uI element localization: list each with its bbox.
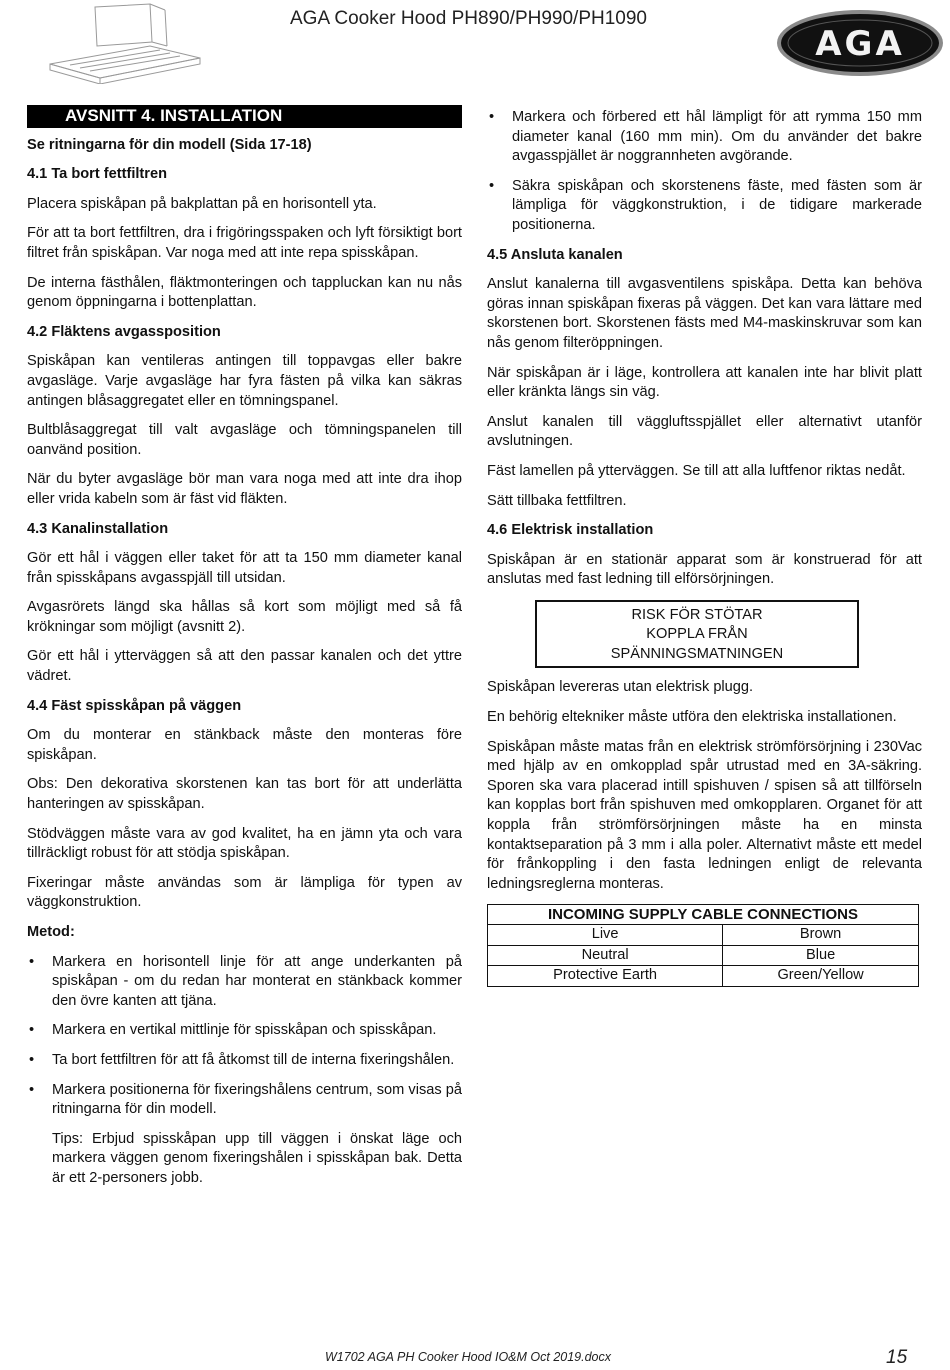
warning-line: RISK FÖR STÖTAR xyxy=(631,606,763,623)
table-cell: Brown xyxy=(723,925,919,946)
heading-4-3: 4.3 Kanalinstallation xyxy=(27,520,169,537)
paragraph: Sätt tillbaka fettfiltren. xyxy=(487,492,627,509)
table-cell: Neutral xyxy=(488,945,723,966)
paragraph: När du byter avgasläge bör man vara noga med att inte dra ihop eller vrida kabeln som är fäst vid fläkten. xyxy=(27,471,462,507)
list-item: • Markera och förbered ett hål lämpligt för att rymma 150 mm diameter kanal (160 mm min). Om du använder det bakre avgasspjället är noggrannheten avgörande. xyxy=(487,108,922,167)
list-item: • Markera positionerna för fixeringshålens centrum, som visas på ritningarna för din modell. xyxy=(27,1081,462,1120)
paragraph: Avgasrörets längd ska hållas så kort som möjligt med så få krökningar som möjligt (avsnitt 2). xyxy=(27,599,462,635)
paragraph: För att ta bort fettfiltren, dra i frigöringsspaken och lyft försiktigt bort filtret från spiskåpan. Var noga med att inte repa spisskåpan. xyxy=(27,225,462,261)
paragraph: Spiskåpan är en stationär apparat som är konstruerad för att anslutas med fast ledning till elförsörjningen. xyxy=(487,551,922,588)
drawing-reference: Se ritningarna för din modell (Sida 17-18) xyxy=(27,136,312,153)
aga-logo xyxy=(775,8,945,78)
heading-4-1: 4.1 Ta bort fettfiltren xyxy=(27,166,168,183)
footer-document-reference: W1702 AGA PH Cooker Hood IO&M Oct 2019.docx xyxy=(325,1350,612,1364)
warning-line: SPÄNNINGSMATNINGEN xyxy=(610,645,784,662)
paragraph: En behörig eltekniker måste utföra den elektriska installationen. xyxy=(487,708,897,725)
table-row xyxy=(488,925,919,946)
table-cell: Live xyxy=(488,925,723,946)
paragraph: Spiskåpan måste matas från en elektrisk strömförsörjning i 230Vac med hjälp av en omkopplad spår utrustad med en 3A-säkring. Sporen ska vara placerad intill spishuven / spisen så att tillförseln kan kopplas bort från spishuven med omkopplaren. Organet för att koppla från strömförsörjningen måste ha en minsta kontaktseparation på 3 mm i alla poler. Alternativt måste ett medel för frånkoppling i den fasta ledningen enligt de relevanta ledningsreglerna monteras. xyxy=(487,738,922,892)
heading-4-5: 4.5 Ansluta kanalen xyxy=(487,246,623,263)
table-row xyxy=(488,945,919,966)
heading-4-4: 4.4 Fäst spisskåpan på väggen xyxy=(27,697,242,714)
list-item: • Markera en horisontell linje för att ange underkanten på spiskåpan - om du redan har monterat en stänkback kommer den övre kanten att tjäna. xyxy=(27,953,462,1012)
method-list xyxy=(27,953,462,1120)
paragraph: Stödväggen måste vara av god kvalitet, ha en jämn yta och vara tillräckligt robust för att stödja spiskåpan. xyxy=(27,825,462,862)
tip-paragraph: Tips: Erbjud spisskåpan upp till väggen i önskat läge och markera väggen genom fixeringshålen i spisskåpan bak. Detta är ett 2-personers jobb. xyxy=(52,1130,462,1186)
list-item: • Ta bort fettfiltren för att få åtkomst till de interna fixeringshålen. xyxy=(27,1051,462,1071)
method-list-continued xyxy=(487,108,922,236)
page-number: 15 xyxy=(886,1347,908,1368)
paragraph: Gör ett hål i väggen eller taket för att ta 150 mm diameter kanal från spisskåpans avgasspjäll till utsidan. xyxy=(27,550,462,586)
paragraph: Obs: Den dekorativa skorstenen kan tas bort för att underlätta hanteringen av spisskåpan. xyxy=(27,776,462,813)
paragraph: Placera spiskåpan på bakplattan på en horisontell yta. xyxy=(27,195,377,212)
table-cell: Protective Earth xyxy=(488,966,723,987)
aga-logo-text: AGA xyxy=(815,24,905,64)
supply-cable-table xyxy=(487,904,919,987)
paragraph: När spiskåpan är i läge, kontrollera att kanalen inte har blivit platt eller kränkta längs sin väg. xyxy=(487,364,922,401)
right-column xyxy=(487,108,922,987)
paragraph: Gör ett hål i ytterväggen så att den passar kanalen och det yttre vädret. xyxy=(27,648,462,685)
table-header: INCOMING SUPPLY CABLE CONNECTIONS xyxy=(488,905,919,925)
paragraph: Fäst lamellen på ytterväggen. Se till att alla luftfenor riktas nedåt. xyxy=(487,462,906,479)
list-item: • Säkra spiskåpan och skorstenens fäste, med fästen som är lämpliga för väggkonstruktion, i de tidigare markerade positionerna. xyxy=(487,177,922,236)
paragraph: Fixeringar måste användas som är lämpliga för typen av väggkonstruktion. xyxy=(27,874,462,911)
method-label: Metod: xyxy=(27,924,75,940)
paragraph: Anslut kanalen till väggluftsspjället eller alternativt utanför avslutningen. xyxy=(487,413,922,450)
paragraph: De interna fästhålen, fläktmonteringen och tappluckan kan nu nås genom öppningarna i bottenplattan. xyxy=(27,274,462,311)
paragraph: Spiskåpan levereras utan elektrisk plugg. xyxy=(487,679,754,696)
shock-warning-box xyxy=(535,600,859,669)
paragraph: Om du monterar en stänkback måste den monteras före spiskåpan. xyxy=(27,727,462,763)
document-header-title: AGA Cooker Hood PH890/PH990/PH1090 xyxy=(290,8,647,29)
table-cell: Blue xyxy=(723,945,919,966)
warning-line: KOPPLA FRÅN xyxy=(646,626,748,643)
list-item: • Markera en vertikal mittlinje för spisskåpan och spisskåpan. xyxy=(27,1021,462,1041)
paragraph: Bultblåsaggregat till valt avgasläge och tömningspanelen till oanvänd position. xyxy=(27,422,462,458)
heading-4-6: 4.6 Elektrisk installation xyxy=(487,522,654,539)
cooker-hood-illustration xyxy=(40,2,210,84)
paragraph: Anslut kanalerna till avgasventilens spiskåpa. Detta kan behöva göras innan spiskåpan fixeras på väggen. Det kan vara lättare med skorstenen bort. Skorstenen fästs med M4-maskinskruvar som kan nås genom filteröppningen. xyxy=(487,276,922,351)
heading-4-2: 4.2 Fläktens avgassposition xyxy=(27,323,221,340)
section-title-bar: AVSNITT 4. INSTALLATION xyxy=(27,105,462,128)
paragraph: Spiskåpan kan ventileras antingen till toppavgas eller bakre avgasläge. Varje avgasläge har fyra fästen på vilka kan säkras antingen blåsaggregatet eller en tömningspanel. xyxy=(27,353,462,409)
table-row xyxy=(488,966,919,987)
table-cell: Green/Yellow xyxy=(723,966,919,987)
left-column xyxy=(27,105,462,1199)
